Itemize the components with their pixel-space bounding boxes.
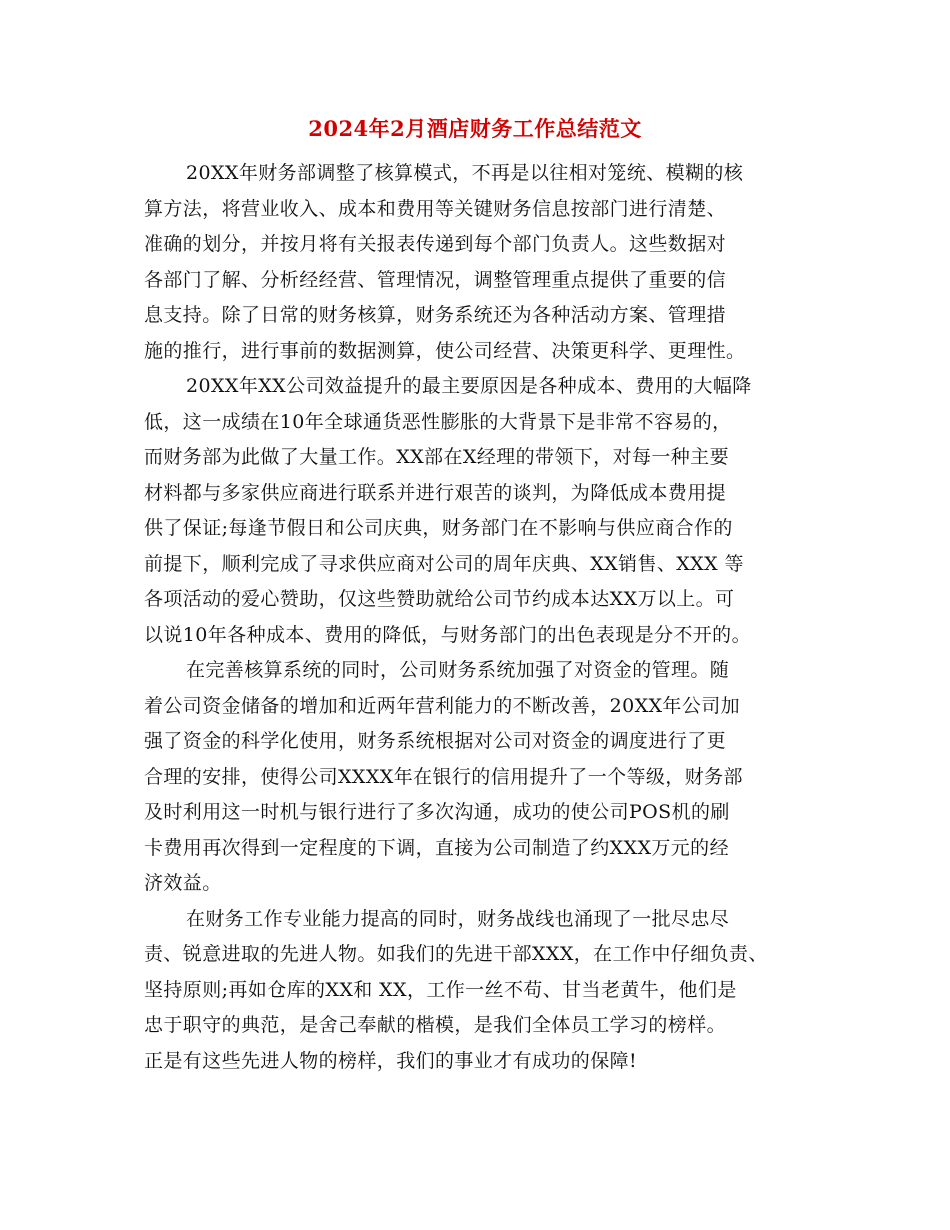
text-line: 低，这一成绩在10年全球通货恶性膨胀的大背景下是非常不容易的，: [144, 410, 732, 433]
text-line: 算方法，将营业收入、成本和费用等关键财务信息按部门进行清楚、: [144, 197, 727, 220]
paragraph-3: [144, 653, 824, 902]
text-line: 20XX年XX公司效益提升的最主要原因是各种成本、费用的大幅降: [186, 375, 752, 397]
text-line: 在财务工作专业能力提高的同时，财务战线也涌现了一批尽忠尽: [186, 907, 730, 930]
text-line: 以说10年各种成本、费用的降低，与财务部门的出色表现是分不开的。: [144, 623, 751, 646]
text-line: 及时利用这一时机与银行进行了多次沟通，成功的使公司POS机的刷: [144, 801, 730, 823]
text-line: 责、锐意进取的先进人物。如我们的先进干部XXX，在工作中仔细负责、: [144, 943, 768, 965]
text-line: 各项活动的爱心赞助，仅这些赞助就给公司节约成本达XX万以上。可: [144, 588, 735, 610]
paragraph-1: [144, 156, 824, 369]
text-line: 各部门了解、分析经经营、管理情况，调整管理重点提供了重要的信: [144, 268, 727, 291]
text-line: 准确的划分，并按月将有关报表传递到每个部门负责人。这些数据对: [144, 233, 727, 255]
text-line: 20XX年财务部调整了核算模式，不再是以往相对笼统、模糊的核: [186, 162, 744, 184]
text-line: 而财务部为此做了大量工作。XX部在X经理的带领下，对每一种主要: [144, 446, 729, 468]
text-line: 正是有这些先进人物的榜样，我们的事业才有成功的保障!: [144, 1049, 638, 1072]
text-line: 强了资金的科学化使用，财务系统根据对公司对资金的调度进行了更: [144, 730, 727, 752]
text-line: 施的推行，进行事前的数据测算，使公司经营、决策更科学、更理性。: [144, 339, 746, 362]
text-line: 供了保证;每逢节假日和公司庆典，财务部门在不影响与供应商合作的: [144, 517, 733, 539]
text-line: 在完善核算系统的同时，公司财务系统加强了对资金的管理。随: [186, 659, 730, 681]
text-line: 济效益。: [144, 872, 222, 894]
text-line: 卡费用再次得到一定程度的下调，直接为公司制造了约XXX万元的经: [144, 836, 729, 859]
text-line: 坚持原则;再如仓库的XX和 XX，工作一丝不苟、甘当老黄牛，他们是: [144, 978, 737, 1001]
text-line: 合理的安排，使得公司XXXX年在银行的信用提升了一个等级，财务部: [144, 765, 743, 788]
document-body: [144, 156, 824, 1079]
text-line: 前提下，顺利完成了寻求供应商对公司的周年庆典、XX销售、XXX 等: [144, 552, 744, 575]
text-line: 忠于职守的典范，是舍己奉献的楷模，是我们全体员工学习的榜样。: [144, 1014, 727, 1036]
text-line: 着公司资金储备的增加和近两年营利能力的不断改善，20XX年公司加: [144, 694, 741, 717]
text-line: 材料都与多家供应商进行联系并进行艰苦的谈判，为降低成本费用提: [144, 481, 727, 504]
document-title: 2024年2月酒店财务工作总结范文: [308, 116, 642, 141]
paragraph-4: [144, 902, 824, 1080]
text-line: 息支持。除了日常的财务核算，财务系统还为各种活动方案、管理措: [144, 304, 727, 326]
paragraph-2: [144, 369, 824, 653]
